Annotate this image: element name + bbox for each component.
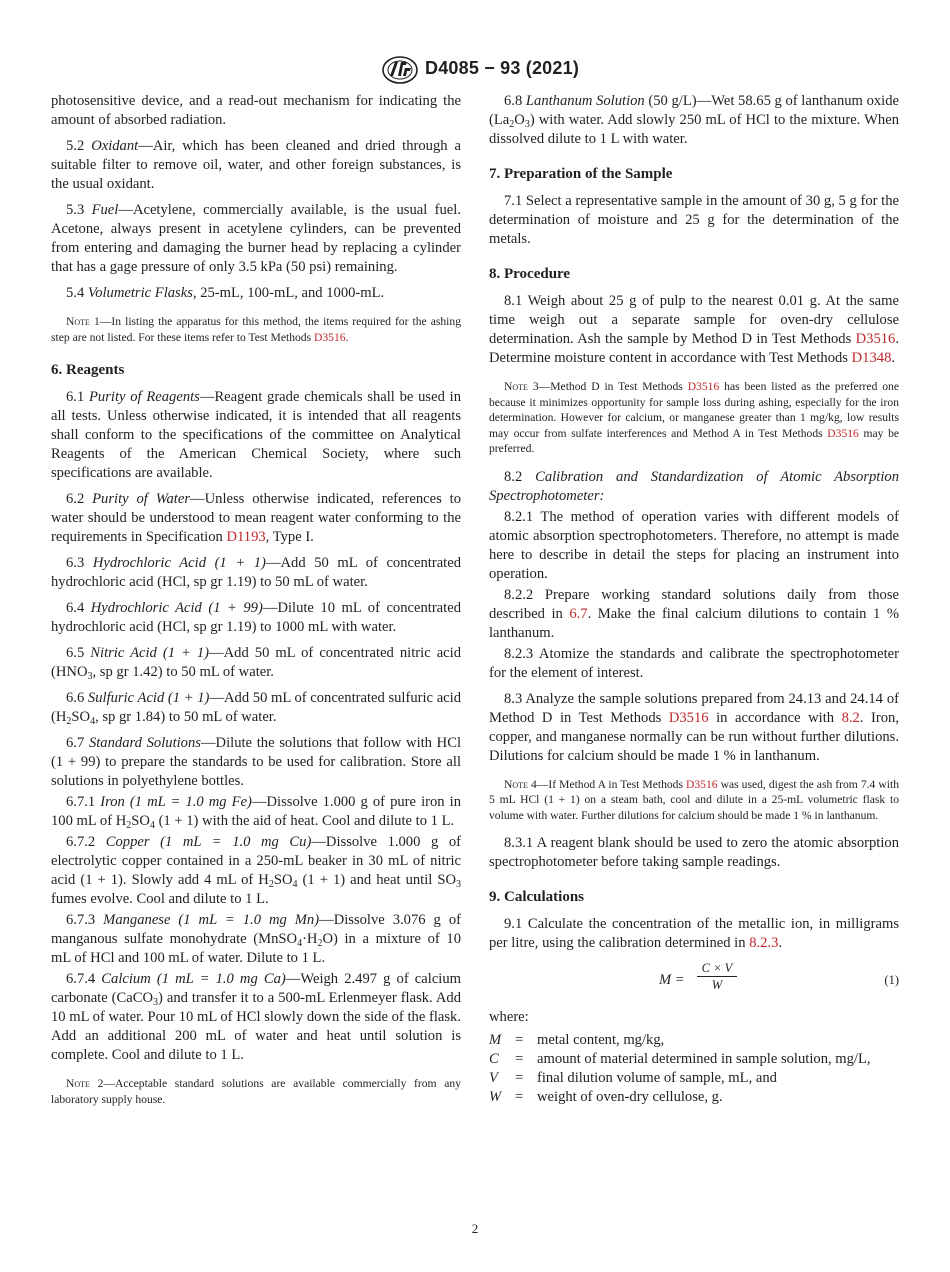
section-5-3: 5.3 Fuel—Acetylene, commercially available, is the usual fuel. Acetone, always present in acetylene cylinders, can be prevented from entering and damaging the burner head by replacing a cylinder that has a gage pressure of only 3.5 kPa (50 psi) remaining. <box>51 202 461 275</box>
def-symbol: V <box>489 1070 498 1086</box>
section-8-2-1: 8.2.1 The method of operation varies with different models of atomic absorption spectrophotometers. Therefore, no attempt is made here to describe in detail the steps for placing an instrument into operation. <box>489 508 899 582</box>
paragraph-5-1-continued: photosensitive device, and a read-out mechanism for indicating the amount of absorbed radiation. <box>51 93 461 128</box>
section-8-3: 8.3 Analyze the sample solutions prepared from 24.13 and 24.14 of Method D in Test Methods D3516 in accordance with 8.2. Iron, copper, and manganese normally can be run without further dilutions. Dilutions for calcium should be made 1 % in lanthanum. <box>489 690 899 764</box>
heading-preparation-of-sample: 7. Preparation of the Sample <box>489 166 673 182</box>
section-5-4: 5.4 Volumetric Flasks, 25-mL, 100-mL, and 1000-mL. <box>66 285 385 301</box>
page-number: 2 <box>471 1221 479 1236</box>
def-description: weight of oven-dry cellulose, g. <box>537 1089 723 1105</box>
ref-d3516[interactable]: D3516 <box>314 330 346 344</box>
astm-logo-icon <box>381 56 419 84</box>
ref-6-7[interactable]: 6.7 <box>569 605 588 622</box>
section-6-6: 6.6 Sulfuric Acid (1 + 1)—Add 50 mL of concentrated sulfuric acid ($H_2SO_4$, sp gr 1.84) to 50 mL of water. <box>51 690 462 727</box>
section-8-2-3: 8.2.3 Atomize the standards and calibrate the spectrophotometer for the element of interest. <box>489 645 900 681</box>
def-equals: = <box>515 1070 524 1086</box>
ref-8-2[interactable]: 8.2 <box>841 709 860 726</box>
section-6-7-2: 6.7.2 Copper (1 mL = 1.0 mg Cu)—Dissolve 1.000 g of electrolytic copper contained in a 250-mL beaker in 30 mL of nitric acid (1 + 1). Slowly add 4 mL of $H_2SO_4$ (1 + 1) and heat until $SO_3$ fumes evolve. Cool and dilute to 1 L. <box>51 834 462 907</box>
page-header <box>0 56 950 86</box>
def-symbol: W <box>489 1089 502 1105</box>
section-5-2: 5.2 Oxidant—Air, which has been cleaned and dried through a suitable filter to remove oil, water, and other foreign substances, is the usual oxidant. <box>51 138 461 192</box>
left-column <box>51 92 461 1118</box>
note-1: Note 1—In listing the apparatus for this method, the items required for the ashing step are not listed. For these items refer to Test Methods D3516. <box>51 315 461 344</box>
section-9-1: 9.1 Calculate the concentration of the metallic ion, in milligrams per litre, using the calibration determined in 8.2.3. <box>489 916 899 951</box>
section-8-2-2: 8.2.2 Prepare working standard solutions daily from those described in 6.7. Make the final calcium dilutions to contain 1 % lanthanum. <box>489 586 899 641</box>
ref-d3516[interactable]: D3516 <box>827 426 859 440</box>
ref-d3516[interactable]: D3516 <box>855 331 896 347</box>
equation-number: (1) <box>884 973 899 987</box>
where-label: where: <box>489 1009 529 1025</box>
equation-denominator: W <box>711 978 723 992</box>
section-8-3-1: 8.3.1 A reagent blank should be used to zero the atomic absorption spectrophotometer before taking sample readings. <box>489 835 899 870</box>
ref-d3516[interactable]: D3516 <box>686 777 718 791</box>
ref-d1193[interactable]: D1193 <box>226 529 266 545</box>
document-designation: D4085 − 93 (2021) <box>425 58 580 78</box>
equation-1 <box>489 960 899 1000</box>
right-column <box>489 92 899 1107</box>
note-3: Note 3—Method D in Test Methods D3516 has been listed as the preferred one because it minimizes opportunity for sample loss during ashing, especially for the iron determination. However for calcium, or manganese greater than 1 mg/kg, low results may occur from sulfate interferences and Method A in Test Methods D3516 may be preferred. <box>489 380 900 455</box>
heading-calculations: 9. Calculations <box>489 889 585 905</box>
section-6-1: 6.1 Purity of Reagents—Reagent grade chemicals shall be used in all tests. Unless otherwise indicated, it is intended that all reagents shall conform to the specifications of the committee on Analytical Reagents of the American Chemical Society, where such specifications are available. <box>51 389 461 481</box>
equation-fraction <box>697 960 737 993</box>
equation-lhs: M = <box>659 972 685 988</box>
section-6-7-1: 6.7.1 Iron (1 mL = 1.0 mg Fe)—Dissolve 1.000 g of pure iron in 100 mL of $H_2SO_4$ (1 + 1) with the aid of heat. Cool and dilute to 1 L. <box>51 794 461 831</box>
section-8-2: 8.2 Calibration and Standardization of Atomic Absorption Spectrophotometer: <box>489 468 900 504</box>
section-8-1: 8.1 Weigh about 25 g of pulp to the nearest 0.01 g. At the same time weigh out a separate sample for oven-dry cellulose determination. Ash the sample by Method D in Test Methods D3516. Determine moisture content in accordance with Test Methods D1348. <box>489 293 899 366</box>
section-6-7-4: 6.7.4 Calcium (1 mL = 1.0 mg Ca)—Weigh 2.497 g of calcium carbonate (CaCO$_3$) and transfer it to a 500-mL Erlenmeyer flask. Add 10 mL of water. Pour 10 mL of HCl slowly down the side of the flask. Add an additional 200 mL of water and heat until solution is complete. Cool and dilute to 1 L. <box>51 971 461 1063</box>
ref-d3516[interactable]: D3516 <box>687 380 720 393</box>
section-6-2: 6.2 Purity of Water—Unless otherwise indicated, references to water should be understood to mean reagent water conforming to the requirements in Specification D1193, Type I. <box>51 491 461 545</box>
def-equals: = <box>515 1051 524 1067</box>
note-2: Note 2—Acceptable standard solutions are available commercially from any laboratory supply house. <box>51 1077 461 1106</box>
def-symbol: M <box>489 1032 502 1048</box>
section-6-7-3: 6.7.3 Manganese (1 mL = 1.0 mg Mn)—Dissolve 3.076 g of manganous sulfate monohydrate $(MnSO_4\cdot H_2O)$ in a mixture of 10 mL of HCl and 100 mL of water. Dilute to 1 L. <box>51 912 461 966</box>
note-4: Note 4—If Method A in Test Methods D3516 was used, digest the ash from 7.4 with 5 mL HCl (1 + 1) on a steam bath, cool and dilute in a 25-mL volumetric flask to volume with water. Further dilutions for calcium should be made 1 % in lanthanum. <box>489 777 899 822</box>
def-description: metal content, mg/kg, <box>537 1032 665 1048</box>
section-7-1: 7.1 Select a representative sample in the amount of 30 g, 5 g for the determination of moisture and 25 g for the determination of the metals. <box>489 193 899 247</box>
section-6-8: 6.8 Lanthanum Solution (50 g/L)—Wet 58.65 g of lanthanum oxide $(La_2O_3)$ with water. Add slowly 250 mL of HCl to the mixture. When dissolved dilute to 1 L with water. <box>489 93 899 147</box>
def-symbol: C <box>489 1051 499 1067</box>
ref-8-2-3[interactable]: 8.2.3 <box>749 935 779 951</box>
ref-d1348[interactable]: D1348 <box>851 350 892 366</box>
equation-numerator: C × V <box>697 960 737 977</box>
def-description: amount of material determined in sample solution, mg/L, <box>537 1051 871 1067</box>
section-6-5: 6.5 Nitric Acid (1 + 1)—Add 50 mL of concentrated nitric acid ($HNO_3$, sp gr 1.42) to 50 mL of water. <box>51 645 461 682</box>
section-6-4: 6.4 Hydrochloric Acid (1 + 99)—Dilute 10 mL of concentrated hydrochloric acid (HCl, sp gr 1.19) to 1000 mL with water. <box>51 600 461 635</box>
def-equals: = <box>515 1089 524 1105</box>
variable-definitions <box>489 1031 899 1107</box>
section-6-3: 6.3 Hydrochloric Acid (1 + 1)—Add 50 mL of concentrated hydrochloric acid (HCl, sp gr 1.19) to 50 mL of water. <box>51 555 462 590</box>
ref-d3516[interactable]: D3516 <box>668 709 709 726</box>
heading-reagents: 6. Reagents <box>51 362 125 378</box>
section-6-7: 6.7 Standard Solutions—Dilute the solutions that follow with HCl (1 + 99) to prepare the standards to be used for calibration. Store all solutions in polyethylene bottles. <box>51 735 461 789</box>
def-description: final dilution volume of sample, mL, and <box>537 1070 777 1086</box>
heading-procedure: 8. Procedure <box>489 266 571 282</box>
def-equals: = <box>515 1032 524 1048</box>
